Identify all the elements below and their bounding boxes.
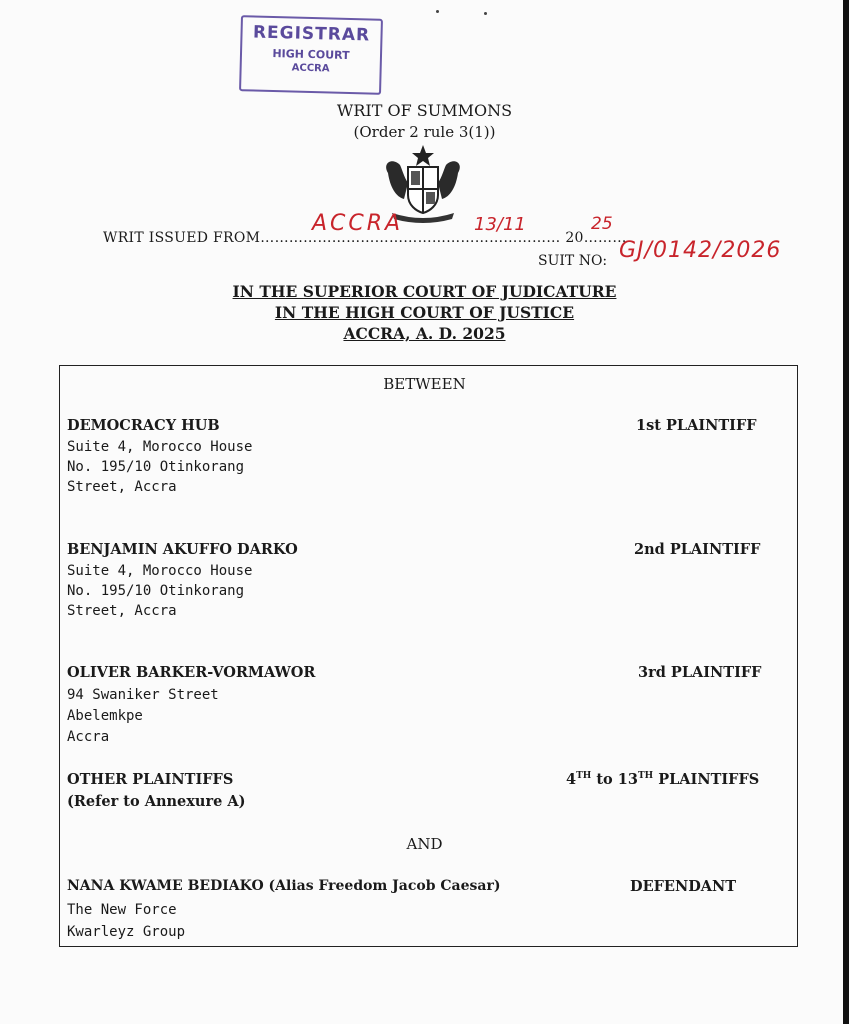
- role-text: to 13: [591, 771, 638, 788]
- handwritten-suit-number: GJ/0142/2026: [619, 238, 782, 263]
- address-line: Street, Accra: [67, 603, 177, 619]
- handwritten-date: 13/11: [474, 214, 526, 235]
- stamp-line-3: ACCRA: [291, 62, 330, 75]
- defendant-name: NANA KWAME BEDIAKO (Alias Freedom Jacob Caesar): [67, 878, 501, 894]
- address-line: Suite 4, Morocco House: [67, 439, 253, 455]
- other-plaintiffs-name: OTHER PLAINTIFFS: [67, 771, 234, 788]
- party-2-role: 2nd PLAINTIFF: [634, 541, 761, 558]
- role-text: PLAINTIFFS: [653, 771, 760, 788]
- address-line: The New Force: [67, 902, 177, 918]
- address-line: 94 Swaniker Street: [67, 687, 219, 703]
- address-line: No. 195/10 Otinkorang: [67, 583, 245, 599]
- stamp-line-1: REGISTRAR: [252, 22, 371, 46]
- address-line: No. 195/10 Otinkorang: [67, 459, 245, 475]
- role-text: 4: [566, 771, 577, 788]
- stamp-line-2: HIGH COURT: [272, 46, 350, 63]
- address-line: Accra: [67, 729, 110, 745]
- party-1-address: [67, 437, 252, 497]
- registrar-stamp: [239, 15, 383, 95]
- address-line: Kwarleyz Group: [67, 924, 186, 940]
- role-superscript: TH: [637, 771, 654, 782]
- handwritten-place: ACCRA: [312, 211, 404, 236]
- scan-edge: [843, 0, 849, 1024]
- party-2-address: [67, 561, 252, 621]
- party-1-name: DEMOCRACY HUB: [67, 417, 220, 434]
- other-plaintiffs-note: (Refer to Annexure A): [67, 793, 246, 810]
- court-heading-2: IN THE HIGH COURT OF JUSTICE: [274, 303, 575, 322]
- party-1-role: 1st PLAINTIFF: [636, 417, 757, 434]
- other-plaintiffs-role: [566, 771, 759, 788]
- suit-number-line: [538, 253, 607, 269]
- court-heading-3: ACCRA, A. D. 2025: [343, 324, 506, 343]
- handwritten-year: 25: [591, 214, 613, 234]
- document-title: WRIT OF SUMMONS: [336, 101, 513, 120]
- party-2-name: BENJAMIN AKUFFO DARKO: [67, 541, 298, 558]
- address-line: Street, Accra: [67, 479, 177, 495]
- court-heading-1: IN THE SUPERIOR COURT OF JUDICATURE: [232, 282, 617, 301]
- scan-speck: [436, 10, 439, 13]
- address-line: Abelemkpe: [67, 708, 143, 724]
- defendant-address: [67, 899, 185, 943]
- party-3-role: 3rd PLAINTIFF: [638, 664, 762, 681]
- party-3-address: [67, 685, 219, 748]
- between-label: BETWEEN: [383, 375, 466, 393]
- writ-issued-label: WRIT ISSUED FROM……………………………………………………… 20………: [103, 230, 627, 246]
- party-3-name: OLIVER BARKER-VORMAWOR: [67, 664, 316, 681]
- defendant-role: DEFENDANT: [630, 878, 737, 895]
- suit-label: SUIT NO:: [538, 253, 608, 269]
- role-superscript: TH: [576, 771, 592, 782]
- scan-speck: [484, 12, 487, 15]
- address-line: Suite 4, Morocco House: [67, 563, 253, 579]
- and-label: AND: [406, 835, 443, 853]
- document-subtitle: (Order 2 rule 3(1)): [353, 123, 496, 141]
